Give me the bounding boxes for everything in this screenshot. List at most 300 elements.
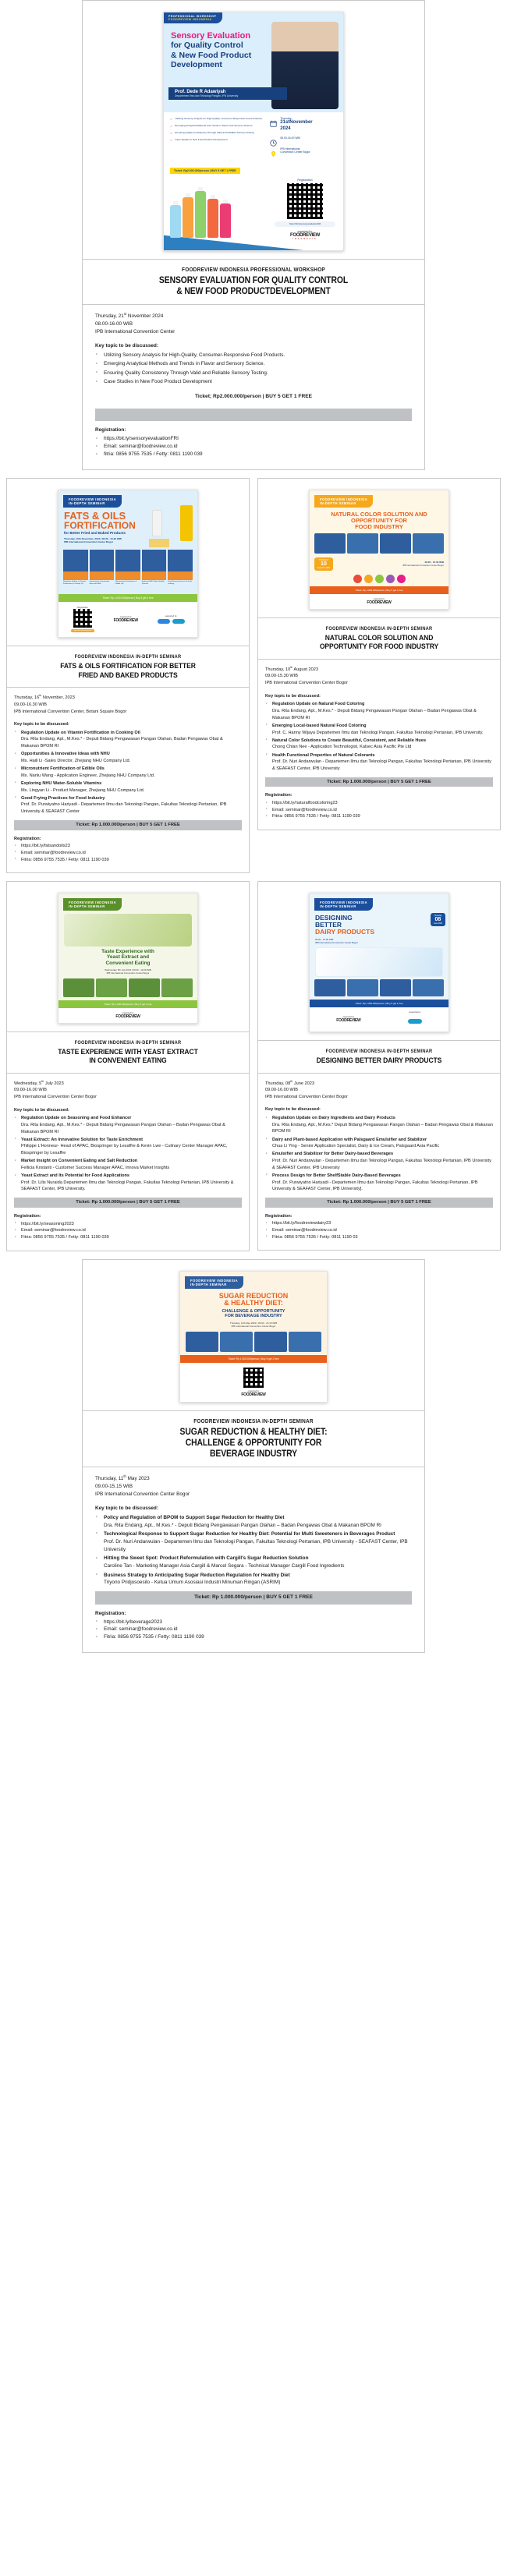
poster-badge-line2: IN-DEPTH SEMINAR xyxy=(190,1282,227,1286)
topic-item xyxy=(95,1572,412,1587)
event-poster-natural-color[interactable] xyxy=(309,490,449,610)
topic-speaker: Ms. Lingyan Li - Product Manager, Zhejiang NHU Company Ltd. xyxy=(21,787,145,793)
milk-bottle-icon xyxy=(152,510,162,536)
event-headline-line2: OPPORTUNITY FOR FOOD INDUSTRY xyxy=(319,642,439,652)
poster-date-line: Wednesday, 5th July 2023 | 09.00 - 16.00 WIB xyxy=(105,968,151,971)
event-body xyxy=(83,1467,424,1653)
poster-bullet-text: Utilizing Sensory Analysis for High-Quality, Consumer-Responsive Food Products. xyxy=(175,117,263,120)
event-body xyxy=(258,660,500,830)
topic-title: Yeast Extract: An Innovative Solution for Taste Enrichment xyxy=(21,1137,144,1142)
foodreview-logo: FOODREVIEW xyxy=(336,1018,361,1024)
topic-item xyxy=(265,738,493,751)
speaker-name-bar xyxy=(142,571,167,580)
registration-label: Registration xyxy=(297,179,313,182)
registration-email[interactable]: · Email: seminar@foodreview.co.id xyxy=(265,1227,493,1234)
poster-title-1: DESIGNING xyxy=(315,914,353,922)
event-card-dairy-products[interactable] xyxy=(257,881,501,1251)
registration-list xyxy=(95,435,412,458)
event-venue: IPB International Convention Center Bogor xyxy=(95,1491,190,1497)
speaker-photo xyxy=(129,978,160,997)
poster-date-line: Thursday, 16th November, 2023 | 08.30 - 16.30 WIB xyxy=(64,537,122,541)
topic-item xyxy=(14,766,242,779)
poster-title-group xyxy=(58,949,197,976)
registration-email[interactable]: · Email: seminar@foodreview.co.id xyxy=(95,443,412,451)
event-meta xyxy=(95,312,412,336)
topic-speaker: Caroline Tan - Marketing Manager Asia Cargill & Marcel Segara - Technical Manager Cargill Food Ingredients xyxy=(104,1563,345,1569)
registration-label: Registration: xyxy=(14,1214,41,1219)
topic-item xyxy=(265,1137,493,1150)
topic-title: Micronutrient Fortification of Edible Oils xyxy=(21,766,105,772)
topic-item xyxy=(265,723,493,736)
poster-date-info xyxy=(270,117,337,133)
organized-by-label: organized by xyxy=(373,597,385,600)
foodreview-logo xyxy=(275,233,335,240)
registration-list xyxy=(14,1221,242,1241)
ticket-highlight-bar xyxy=(95,409,412,421)
registration-email[interactable]: · Email: seminar@foodreview.co.id xyxy=(14,1227,242,1234)
poster-title-1: SUGAR REDUCTION xyxy=(218,1291,289,1300)
foodreview-logo: FOODREVIEW xyxy=(113,618,138,624)
sponsor-logo-icon xyxy=(158,619,170,624)
speaker-card xyxy=(168,550,193,591)
topic-title: Exploring NHU Water-Soluble Vitamins xyxy=(21,780,102,786)
poster-title-group xyxy=(180,1290,327,1330)
poster-hero xyxy=(164,12,343,112)
speaker-photo xyxy=(142,550,167,571)
topic-title: Regulation Update on Natural Food Coloring xyxy=(272,702,365,707)
speaker-photo xyxy=(380,979,411,996)
speaker-photo xyxy=(63,978,94,997)
event-meta xyxy=(95,1474,412,1499)
poster-badge-line1: FOODREVIEW INDONESIA xyxy=(69,497,117,502)
color-swatch-icon xyxy=(386,575,395,583)
registration-list xyxy=(14,843,242,863)
poster-registration-block[interactable] xyxy=(71,607,94,632)
poster-venue-info xyxy=(270,147,337,154)
poster-title-blue-2: & New Food Product xyxy=(171,50,252,60)
registration-label: Registration: xyxy=(95,1610,126,1616)
topic-title: Process Design for Better ShelfStable Dairy-Based Beverages xyxy=(272,1173,401,1178)
speaker-name-bar xyxy=(115,571,140,580)
event-card-sugar-reduction[interactable] xyxy=(82,1259,425,1654)
speaker-photo xyxy=(115,550,140,571)
organized-by-label: organized by xyxy=(119,616,132,619)
organizer-block xyxy=(336,1016,360,1023)
topic-list xyxy=(14,1115,242,1193)
date-badge xyxy=(314,557,333,571)
foodreview-logo: FOODREVIEW xyxy=(115,1014,140,1019)
registration-phone: · Fitria: 0856 9755 7535 / Fetty: 0811 1190 039 xyxy=(14,857,242,864)
topic-item xyxy=(14,1173,242,1193)
registration-url[interactable]: · https://bit.ly/beverage2023 xyxy=(95,1619,412,1626)
topic-title: Emulsifier and Stabilizer for Better Dairy-based Beverages xyxy=(272,1152,394,1157)
date-badge-day: 10 xyxy=(321,561,327,567)
bottle-icon xyxy=(195,191,206,238)
poster-title-2: BETTER xyxy=(315,921,342,929)
topic-list xyxy=(95,1514,412,1587)
topic-item xyxy=(14,795,242,816)
check-icon: ✓ xyxy=(170,124,173,128)
poster-ticket-badge: Ticket: Rp 1.000.000/person | Buy 5 get 1 free xyxy=(58,1000,197,1008)
date-badge xyxy=(431,913,445,926)
speaker-photo xyxy=(161,978,193,997)
registration-url[interactable]: · https://bit.ly/fatsandoils23 xyxy=(14,843,242,850)
speaker-photo xyxy=(254,1332,287,1352)
topic-speaker: Fellicia Kristanti - Customer Success Manager APAC, Innova Market Insights xyxy=(21,1165,170,1170)
key-topic-label: Key topic to be discussed: xyxy=(95,1505,158,1511)
poster-badge-line2: IN-DEPTH SEMINAR xyxy=(320,501,356,506)
topic-item xyxy=(14,780,242,794)
topic-title: Policy and Regulation of BPOM to Support Sugar Reduction for Healthy Diet xyxy=(104,1514,285,1520)
speaker-card xyxy=(63,550,88,591)
poster-subtitle: for Better Fried and Baked Products xyxy=(64,531,126,536)
event-venue: IPB International Convention Center Bogor xyxy=(265,681,349,686)
registration-label: Registration: xyxy=(14,836,41,841)
event-meta xyxy=(14,694,242,715)
event-headline xyxy=(27,1048,228,1066)
topic-item xyxy=(14,751,242,764)
poster-badge-line2: IN-DEPTH SEMINAR xyxy=(69,904,105,909)
registration-url[interactable]: · https://bit.ly/seasoning2023 xyxy=(14,1221,242,1228)
event-headline-line1: NATURAL COLOR SOLUTION AND xyxy=(324,633,434,642)
event-headline xyxy=(278,1056,479,1066)
registration-url[interactable]: · https://bit.ly/naturalfoodcoloring23 xyxy=(265,800,493,807)
event-card-natural-color[interactable] xyxy=(257,478,501,830)
poster-title-4: FOR BEVERAGE INDUSTRY xyxy=(225,1314,282,1319)
speaker-grid xyxy=(58,547,197,594)
event-meta xyxy=(14,1080,242,1101)
registration-label: Registration: xyxy=(265,1213,292,1219)
bottle-illustration xyxy=(170,191,231,238)
topic-item xyxy=(95,1555,412,1570)
key-topic-label: Key topic to be discussed: xyxy=(14,722,69,727)
bottle-icon xyxy=(170,205,181,238)
event-venue: IPB International Convention Center xyxy=(95,329,176,335)
topic-title: Business Strategy to Anticipating Sugar Reduction Regulation for Healthy Diet xyxy=(104,1572,290,1578)
event-meta xyxy=(265,666,493,687)
event-meta xyxy=(265,1080,493,1101)
poster-badge-line1: FOODREVIEW INDONESIA xyxy=(320,901,368,905)
event-title-block xyxy=(258,1041,500,1074)
poster-footer xyxy=(180,1363,327,1402)
organizer-block xyxy=(114,616,138,623)
poster-badge-line1: PROFESSIONAL WORKSHOP xyxy=(168,15,217,18)
poster-title-3: DAIRY PRODUCTS xyxy=(315,928,375,936)
date-badge-weekday: THURSDAY xyxy=(318,558,329,561)
speaker-grid xyxy=(58,977,197,1000)
poster-title-1: FATS & OILS xyxy=(64,510,126,522)
poster-time: 09.00 - 16.00 WIB xyxy=(315,938,334,942)
speaker-photo xyxy=(220,1332,253,1352)
speaker-photo xyxy=(380,533,411,554)
poster-ticket-badge: Ticket: Rp 1.000.000/person | Buy 5 get 1 free xyxy=(58,594,197,602)
topic-speaker: Dra. Rita Endang, Apt., M.Kes.* Deputi Bidang Pengawasan Pangan Olahan – Badan Pengawas Obat & Makanan BPOM RI xyxy=(272,1122,493,1134)
topic-speaker: Dra. Rita Endang, Apt., M.Kes.* - Deputi Bidang Pengawasan Pangan Olahan – Badan Pengawas Obat & Makanan BPOM RI xyxy=(272,709,477,720)
event-venue: IPB International Convention Center Bogor xyxy=(14,1095,98,1100)
poster-badge-line1: FOODREVIEW INDONESIA xyxy=(190,1278,239,1283)
qr-code-icon[interactable] xyxy=(287,183,323,219)
event-headline-line3: BEVERAGE INDUSTRY xyxy=(210,1449,297,1459)
registration-email[interactable]: · Email: seminar@foodreview.co.id xyxy=(265,807,493,814)
topic-item xyxy=(14,1158,242,1171)
topic-title: Hitting the Sweet Spot: Product Reformulation with Cargill's Sugar Reduction Solution xyxy=(104,1555,309,1562)
poster-badge xyxy=(185,1276,243,1289)
speaker-photo xyxy=(413,979,444,996)
poster-header xyxy=(58,893,197,911)
event-date: Thursday, 21st November 2024 xyxy=(95,312,164,320)
product-illustration xyxy=(149,505,194,547)
event-headline-line1: SUGAR REDUCTION & HEALTHY DIET: xyxy=(179,1427,328,1437)
speaker-topic: Exploring NHU Water-Soluble Vitamins xyxy=(141,581,165,585)
poster-badge xyxy=(314,898,373,911)
topic-title: Utilizing Sensory Analysis for High-Quality, Consumer-Responsive Food Products. xyxy=(104,352,285,358)
sponsor-logo-icon xyxy=(408,1019,422,1024)
foodreview-logo: FOODREVIEW xyxy=(241,1392,266,1397)
topic-title: Case Studies in New Food Product Development xyxy=(104,379,212,385)
speaker-photo xyxy=(168,550,193,571)
key-topic-label: Key topic to be discussed: xyxy=(265,1107,321,1113)
event-time: 09.00-16.00 WIB xyxy=(265,1088,298,1093)
check-icon: ✓ xyxy=(170,138,173,142)
registration-email[interactable]: · Email: seminar@foodreview.co.id xyxy=(14,850,242,857)
topic-item xyxy=(95,352,412,359)
event-venue: IPB International Convention Center Bogor xyxy=(265,1094,349,1099)
color-swatch-icon xyxy=(364,575,373,583)
location-pin-icon xyxy=(270,147,277,154)
speaker-photo xyxy=(96,978,127,997)
product-photo xyxy=(315,947,443,977)
event-headline xyxy=(108,1427,399,1460)
topic-item xyxy=(95,360,412,368)
speaker-photo xyxy=(314,533,346,554)
color-swatch-icon xyxy=(397,575,406,583)
event-body xyxy=(83,305,424,469)
poster-bullet xyxy=(170,138,267,142)
check-icon: ✓ xyxy=(170,131,173,135)
topic-speaker: Dra. Rita Endang, Apt., M.Kes.* - Deputi Bidang Pengawasan Pangan Olahan – Badan Pengawas Obat & Makanan BPOM RI xyxy=(104,1522,381,1528)
poster-url[interactable]: https://bit.ly/sensoryevaluationFRI xyxy=(275,221,335,227)
topic-title: Natural Color Solutions to Create Beautiful, Consistent, and Reliable Hues xyxy=(272,738,427,743)
poster-badge xyxy=(164,12,222,23)
speaker-photo xyxy=(314,979,346,996)
registration-url[interactable]: · https://bit.ly/foodreviewdairy23 xyxy=(265,1220,493,1227)
topic-speaker: Prof. Dr. Lilis Nuraida Departemen Ilmu dan Teknologi Pangan, Fakultas Teknologi Pertanian, IPB University & SEAFAST Center, IPB University. xyxy=(21,1180,234,1192)
poster-title-blue-3: Development xyxy=(171,60,222,70)
bottle-icon xyxy=(183,197,193,238)
event-date: Thursday, 08th June 2023 xyxy=(265,1079,314,1086)
oil-bottle-icon xyxy=(180,505,193,541)
poster-container xyxy=(258,882,500,1041)
event-title-block xyxy=(83,1411,424,1467)
topic-speaker: Ms. Nanlu Wang - Application Engineer, Zhejiang NHU Company Ltd. xyxy=(21,773,155,778)
key-topic-label: Key topic to be discussed: xyxy=(95,342,158,349)
speaker-photo xyxy=(186,1332,218,1352)
event-row-3 xyxy=(0,881,507,1258)
qr-code-icon[interactable] xyxy=(243,1368,264,1388)
topic-title: Market Insight on Convenient Eating and Salt Reduction xyxy=(21,1159,138,1164)
date-badge-day: 08 xyxy=(434,917,441,923)
foodreview-logo: FOODREVIEW xyxy=(367,600,392,605)
poster-venue-line: IPB International Convention Center Bogor xyxy=(315,941,358,945)
topic-title: Technological Response to Support Sugar Reduction for Healthy Diet: Potential for Multi Sweeteners in Beverages Product xyxy=(104,1530,395,1537)
speaker-topic: Good Frying Practices for Food Industry xyxy=(168,581,192,585)
event-date: Thursday, 11th May 2023 xyxy=(95,1474,150,1481)
poster-badge xyxy=(63,898,122,911)
event-poster-sensory-evaluation[interactable] xyxy=(163,12,344,251)
poster-ticket-badge: Ticket: Rp 1.000.000/person | Buy 5 get 1 free xyxy=(310,586,448,594)
event-headline xyxy=(278,634,479,652)
topic-speaker: Chua Li Ying - Senior Application Specialist, Dairy & Ice Cream, Palsgaard Asia Pacific xyxy=(272,1144,440,1149)
poster-title-2: Yeast Extract and xyxy=(106,954,150,961)
poster-date-line: Thursday, 11th May 2023 | 09.00 - 15.15 WIB xyxy=(229,1321,278,1325)
poster-header xyxy=(180,1272,327,1290)
event-poster-sugar-reduction[interactable] xyxy=(179,1271,328,1403)
registration-phone: · Fitria: 0856 9755 7535 / Fetty: 0811 1190 03 xyxy=(265,1234,493,1241)
event-poster-dairy-products[interactable] xyxy=(309,893,449,1032)
supporter-block xyxy=(158,615,185,624)
ticket-price: Ticket: Rp 1.000.000/person | BUY 5 GET 1 FREE xyxy=(265,1198,493,1208)
speaker-card xyxy=(142,550,167,591)
speaker-topic: Opportunities & Innovative Ideas with NHU xyxy=(89,581,110,585)
speaker-grid xyxy=(310,532,448,555)
topic-item xyxy=(14,1115,242,1135)
poster-title-2: & HEALTHY DIET: xyxy=(224,1299,283,1307)
event-card-yeast-extract[interactable] xyxy=(6,881,250,1251)
poster-time-info xyxy=(270,136,337,143)
topic-item xyxy=(14,730,242,750)
supporter-logos xyxy=(158,619,185,624)
foodreview-logo-sub: INDONESIA xyxy=(292,238,317,241)
speaker-name-bar xyxy=(90,571,115,580)
topic-list xyxy=(95,352,412,386)
poster-bullet-text: Case Studies in New Food Product Development xyxy=(175,138,228,141)
speaker-card xyxy=(90,550,115,591)
event-eyebrow: FOODREVIEW INDONESIA IN-DEPTH SEMINAR xyxy=(74,654,182,660)
ticket-price: Ticket: Rp 1.000.000/person | BUY 5 GET 1 FREE xyxy=(14,820,242,830)
topic-item xyxy=(265,1115,493,1135)
event-time: 08.00-16.00 WIB xyxy=(95,321,133,327)
registration-label: Registration: xyxy=(95,427,126,433)
poster-container xyxy=(258,479,500,618)
poster-bullet xyxy=(170,124,267,128)
registration-email[interactable]: · Email: seminar@foodreview.co.id xyxy=(95,1626,412,1633)
topic-list xyxy=(14,730,242,816)
event-time: 09.00-15.15 WIB xyxy=(95,1483,133,1489)
event-headline-line1: TASTE EXPERIENCE WITH YEAST EXTRACT xyxy=(58,1047,198,1056)
topic-speaker: Dra. Rita Endang, Apt., M.Kes.* - Deputi Bidang Pengawasan Pangan Olahan, Badan Pengawas Obat & Makanan BPOM RI xyxy=(21,737,223,749)
poster-bullet xyxy=(170,117,267,121)
event-poster-yeast-extract[interactable] xyxy=(58,893,198,1023)
event-headline-line2: & NEW FOOD PRODUCTDEVELOPMENT xyxy=(176,287,331,297)
check-icon: ✓ xyxy=(170,117,173,121)
topic-title: Emerging Analytical Methods and Trends in Flavor and Sensory Science. xyxy=(104,361,265,367)
poster-ticket-badge: Ticket: Rp 1.000.000/person | Buy 5 get 1 free xyxy=(310,1000,448,1007)
clock-icon xyxy=(270,136,277,143)
event-date: Wednesday, 5th July 2023 xyxy=(14,1079,64,1086)
ticket-price: Ticket: Rp 1.000.000/person | BUY 5 GET 1 FREE xyxy=(95,1591,412,1604)
poster-bullet-list xyxy=(170,117,267,158)
poster-footer xyxy=(310,594,448,609)
poster-title-1: NATURAL COLOR SOLUTION AND xyxy=(331,511,427,518)
event-card-fats-and-oils[interactable] xyxy=(6,478,250,873)
topic-list xyxy=(265,1115,493,1193)
poster-time: 09.00 - 15.30 WIB xyxy=(424,561,444,564)
poster-footer xyxy=(310,1007,448,1031)
poster-title-group xyxy=(171,31,271,69)
topic-title: Opportunities & Innovative Ideas with NHU xyxy=(21,752,110,757)
event-title-block xyxy=(83,260,424,305)
event-poster-fats-and-oils[interactable] xyxy=(58,490,198,638)
registration-label: Registration: xyxy=(265,793,292,798)
food-illustration xyxy=(58,911,197,949)
organized-by-label: organized by xyxy=(247,1389,260,1392)
speaker-grid xyxy=(180,1330,327,1355)
poster-header xyxy=(310,893,448,911)
poster-footer xyxy=(58,602,197,637)
registration-list xyxy=(265,1220,493,1240)
registration-url[interactable]: · https://bit.ly/sensoryevaluationFRI xyxy=(95,435,412,443)
poster-title-3: CHALLENGE & OPPORTUNITY xyxy=(222,1309,285,1315)
event-title-block xyxy=(7,646,249,688)
speaker-topic: Micronutrient Fortification of Edible Oils xyxy=(115,581,137,585)
event-headline-line1: FATS & OILS FORTIFICATION FOR BETTER xyxy=(60,662,196,671)
topic-item xyxy=(14,1137,242,1157)
calendar-icon xyxy=(270,117,277,124)
poster-registration-block[interactable] xyxy=(275,179,335,240)
poster-badge-line1: FOODREVIEW INDONESIA xyxy=(320,497,368,502)
event-eyebrow: FOODREVIEW INDONESIA IN-DEPTH SEMINAR xyxy=(193,1418,314,1424)
poster-venue-line: IPB International Convention Center Bogor xyxy=(402,564,444,568)
registration-list xyxy=(95,1619,412,1642)
event-eyebrow: FOODREVIEW INDONESIA IN-DEPTH SEMINAR xyxy=(325,1049,433,1055)
poster-venue-line: IPB International Convention Center Bogor xyxy=(231,1324,276,1328)
registration-phone: · fitria: 0856 9755 7535 / Fetty: 0811 1190 039 xyxy=(95,451,412,458)
supported-by-label: supported by xyxy=(409,1011,421,1014)
speaker-topic: Regulation Update on Vitamin Fortification in Cooking Oil xyxy=(63,581,87,585)
topic-speaker: Prof. Dr. Purwiyatno Hariyadi - Departemen Ilmu dan Teknologi Pangan, Fakultas Teknologi Pertanian, IPB University & SEAFAST Center, IPB University]. xyxy=(272,1180,478,1192)
color-swatch-icon xyxy=(353,575,362,583)
event-eyebrow: FOODREVIEW INDONESIA PROFESSIONAL WORKSHOP xyxy=(182,267,325,274)
organized-by-label: organized by xyxy=(122,1011,134,1014)
poster-bullet-text: Ensuring Quality Consistency Through Valid and Reliable Sensory Testing. xyxy=(175,131,255,134)
bottle-icon xyxy=(207,199,218,238)
poster-date-block xyxy=(310,555,448,573)
event-eyebrow: FOODREVIEW INDONESIA IN-DEPTH SEMINAR xyxy=(325,625,433,632)
poster-url[interactable]: https://bit.ly/fatsandoils23 xyxy=(71,629,94,632)
registration-phone: · Fitria: 0856 9755 7535 / Fetty: 0811 1190 039 xyxy=(265,813,493,820)
registration-phone: · Fitria: 0856 9755 7535 / Fetty: 0811 1190 039 xyxy=(95,1633,412,1641)
topic-title: Ensuring Quality Consistency Through Valid and Reliable Sensory Testing. xyxy=(104,370,268,376)
butter-icon xyxy=(149,539,169,547)
event-headline-line1: DESIGNING BETTER DAIRY PRODUCTS xyxy=(316,1056,442,1066)
topic-title: Health Functional Properties of Natural Colorants xyxy=(272,752,375,758)
topic-speaker: Triyono Pridjosoesilo - Ketua Umum Asosiasi Industri Minuman Ringan (ASRIM) xyxy=(104,1580,281,1586)
poster-container xyxy=(83,1260,424,1411)
qr-code-icon[interactable] xyxy=(73,609,92,628)
event-card-sensory-evaluation[interactable] xyxy=(82,0,425,470)
speaker-grid xyxy=(310,979,448,1000)
poster-speaker-bar xyxy=(168,87,287,100)
poster-date-text xyxy=(280,117,312,133)
poster-time-venue xyxy=(402,561,444,567)
ticket-price: Ticket; Rp2.000.000/person | BUY 5 GET 1 FREE xyxy=(194,394,313,400)
key-topic-label: Key topic to be discussed: xyxy=(265,693,321,699)
registration-label: Registration xyxy=(77,607,88,610)
poster-container xyxy=(7,882,249,1031)
poster-title-1: Taste Experience with xyxy=(101,949,154,955)
poster-bullet-text: Emerging Analytical Methods and Trends in Flavor and Sensory Science. xyxy=(175,124,254,127)
supported-by-label: supported by xyxy=(165,615,177,618)
